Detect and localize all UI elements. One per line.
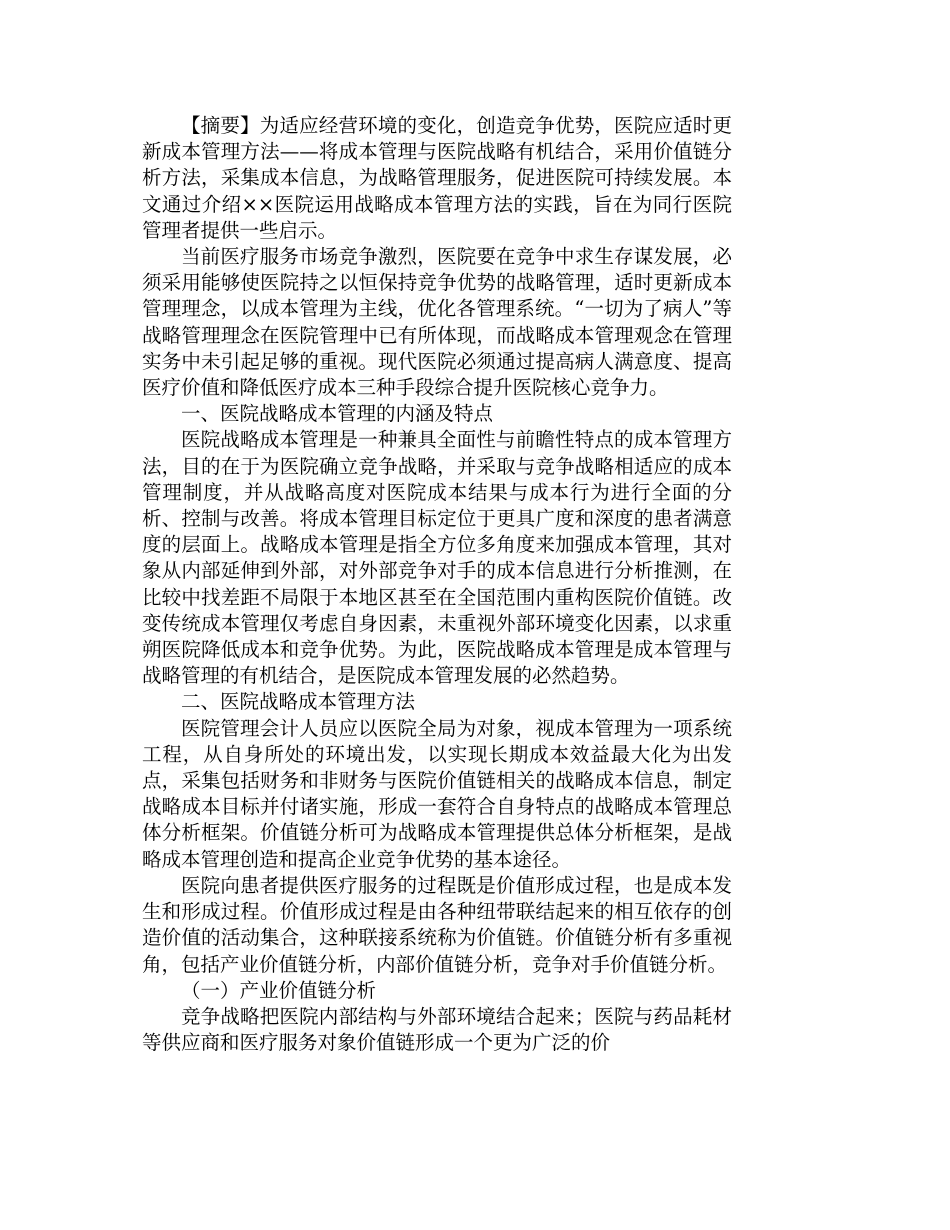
section-2-paragraph-1: 医院管理会计人员应以医院全局为对象，视成本管理为一项系统工程，从自身所处的环境出发，以实现长期成本效益最大化为出发点，采集包括财务和非财务与医院价值链相关的战略成本信息，制定战略成本目标并付诸实施，形成一套符合自身特点的战略成本管理总体分析框架。价值链分析可为战略成本管理提供总体分析框架，是战略成本管理创造和提高企业竞争优势的基本途径。 bbox=[142, 716, 732, 871]
section-1-paragraph: 医院战略成本管理是一种兼具全面性与前瞻性特点的成本管理方法，目的在于为医院确立竞争战略，并采取与竞争战略相适应的成本管理制度，并从战略高度对医院成本结果与成本行为进行全面的分析、控制与改善。将成本管理目标定位于更具广度和深度的患者满意度的层面上。战略成本管理是指全方位多角度来加强成本管理，其对象从内部延伸到外部，对外部竞争对手的成本信息进行分析推测，在比较中找差距不局限于本地区甚至在全国范围内重构医院价值链。改变传统成本管理仅考虑自身因素，未重视外部环境变化因素，以求重朔医院降低成本和竞争优势。为此，医院战略成本管理是成本管理与战略管理的有机结合，是医院成本管理发展的必然趋势。 bbox=[142, 428, 732, 688]
intro-paragraph: 当前医疗服务市场竞争激烈，医院要在竞争中求生存谋发展，必须采用能够使医院持之以恒保持竞争优势的战略管理，适时更新成本管理理念，以成本管理为主线，优化各管理系统。“一切为了病人”等战略管理理念在医院管理中已有所体现，而战略成本管理观念在管理实务中未引起足够的重视。现代医院必须通过提高病人满意度、提高医疗价值和降低医疗成本三种手段综合提升医院核心竞争力。 bbox=[142, 245, 732, 400]
abstract-paragraph: 【摘要】为适应经营环境的变化，创造竞争优势，医院应适时更新成本管理方法——将成本管理与医院战略有机结合，采用价值链分析方法，采集成本信息，为战略管理服务，促进医院可持续发展。本文通过介绍××医院运用战略成本管理方法的实践，旨在为同行医院管理者提供一些启示。 bbox=[142, 114, 732, 242]
document-body bbox=[142, 113, 732, 1056]
section-heading-2: 二、医院战略成本管理方法 bbox=[181, 690, 416, 714]
section-heading-1: 一、医院战略成本管理的内涵及特点 bbox=[181, 402, 494, 426]
subsection-1-paragraph: 竞争战略把医院内部结构与外部环境结合起来；医院与药品耗材等供应商和医疗服务对象价值链形成一个更为广泛的价 bbox=[142, 1004, 732, 1055]
section-2-paragraph-2: 医院向患者提供医疗服务的过程既是价值形成过程，也是成本发生和形成过程。价值形成过程是由各种纽带联结起来的相互依存的创造价值的活动集合，这种联接系统称为价值链。价值链分析有多重视角，包括产业价值链分析，内部价值链分析，竞争对手价值链分析。 bbox=[142, 873, 732, 976]
subsection-heading-1: （一）产业价值链分析 bbox=[181, 978, 377, 1002]
